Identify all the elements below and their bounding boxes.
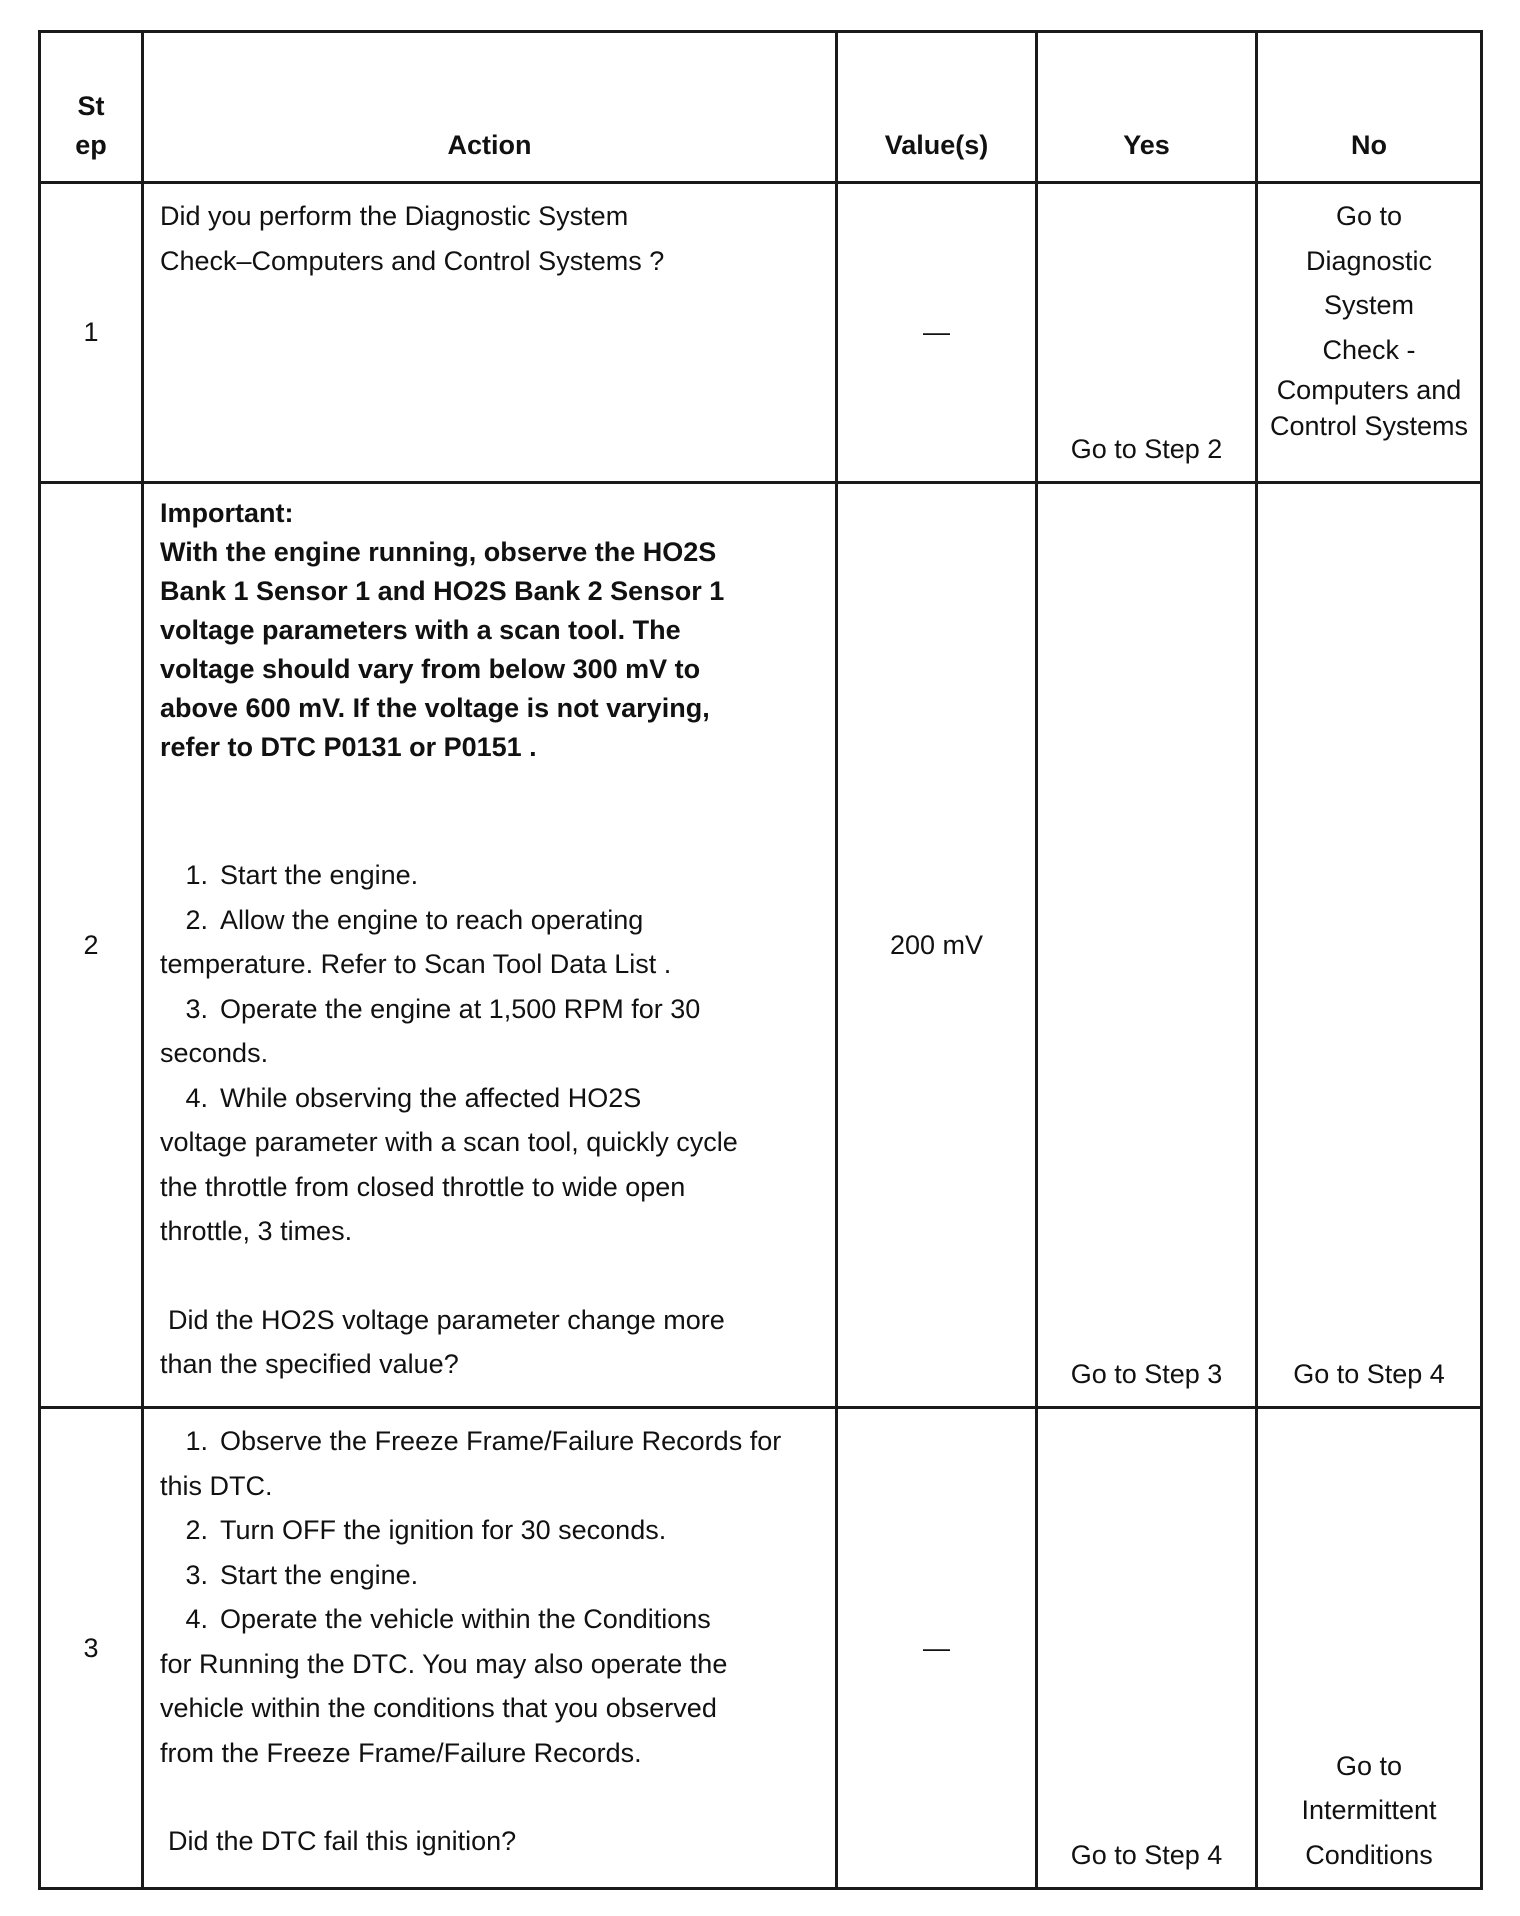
step-cell — [40, 1408, 143, 1889]
no-link[interactable]: Go to Diagnostic System Check - Computers and Control Systems — [1269, 201, 1469, 441]
question-text: Did the HO2S voltage parameter change more — [168, 1304, 725, 1335]
header-step-full — [0, 0, 1, 1]
no-cell — [1257, 483, 1482, 1408]
yes-cell — [1037, 183, 1257, 483]
header-action: Action — [143, 32, 837, 183]
value-cell — [837, 1408, 1037, 1889]
step-number: 3 — [83, 1632, 99, 1663]
list-item: 2. Turn OFF the ignition for 30 seconds. — [185, 1515, 667, 1545]
diagnostic-table — [38, 30, 1483, 1890]
list-item: 1. Observe the Freeze Frame/Failure Records for this DTC. — [160, 1426, 782, 1501]
header-step: St ep — [40, 32, 143, 183]
no-cell — [1257, 1408, 1482, 1889]
list-item: 4. While observing the affected HO2S voltage parameter with a scan tool, quickly cycle the throttle from closed throttle to wide open throttle, 3 times. — [160, 1082, 738, 1246]
yes-cell — [1037, 483, 1257, 1408]
list-item: 1. Start the engine. — [185, 860, 419, 890]
important-label: Important: — [160, 498, 294, 528]
step-cell — [40, 183, 143, 483]
list-item: 3. Start the engine. — [185, 1559, 419, 1590]
value-cell — [837, 483, 1037, 1408]
value-text: — — [923, 1632, 950, 1663]
no-link[interactable]: Go to Intermittent Conditions — [1301, 1750, 1437, 1870]
value-text: 200 mV — [889, 929, 984, 960]
no-link[interactable]: Go to Step 4 — [1293, 1358, 1445, 1389]
action-cell: Important: With the engine running, observe the HO2S Bank 1 Sensor 1 and HO2S Bank 2 Sensor 1 voltage parameters with a scan tool. The voltage should vary from below 300 mV to above 600 mV. If the voltage is not varying, refer to DTC P0131 or P0151 . 1. Start the engine. 2. Allow the engine to reach operating temperature. Refer to Scan Tool Data List . 3. Operate the engine at 1,500 RPM for 30 seconds. 4. While observing the affected HO2S voltage parameter with a scan tool, quickly cycle the throttle from closed throttle to wide open throttle, 3 times. Did the HO2S voltage parameter change more than the specified value? — [143, 483, 837, 1408]
value-cell — [837, 183, 1037, 483]
yes-cell — [1037, 1408, 1257, 1889]
list-item: 3. Operate the engine at 1,500 RPM for 30 seconds. — [160, 993, 701, 1068]
question-text: Did the DTC fail this ignition? — [168, 1826, 517, 1856]
step-number: 1 — [83, 317, 99, 348]
action-cell: Did you perform the Diagnostic System Check–Computers and Control Systems ? — [143, 183, 837, 483]
header-row — [40, 32, 1482, 183]
table-row — [40, 1408, 1482, 1889]
list-item: 4. Operate the vehicle within the Conditions for Running the DTC. You may also operate the vehicle within the conditions that you observed from the Freeze Frame/Failure Records. — [160, 1604, 728, 1768]
header-no: No — [1257, 32, 1482, 183]
list-item: 2. Allow the engine to reach operating temperature. Refer to Scan Tool Data List . — [160, 904, 672, 979]
yes-link[interactable]: Go to Step 3 — [1070, 1358, 1223, 1389]
no-cell — [1257, 183, 1482, 483]
step-cell — [40, 483, 143, 1408]
action-cell — [143, 1408, 837, 1889]
yes-link[interactable]: Go to Step 2 — [1070, 433, 1223, 464]
header-yes: Yes — [1037, 32, 1257, 183]
step-number: 2 — [83, 929, 99, 960]
yes-link[interactable]: Go to Step 4 — [1070, 1839, 1223, 1870]
table-row — [40, 183, 1482, 483]
header-values: Value(s) — [837, 32, 1037, 183]
value-text: — — [923, 317, 950, 348]
table-row — [40, 483, 1482, 1408]
